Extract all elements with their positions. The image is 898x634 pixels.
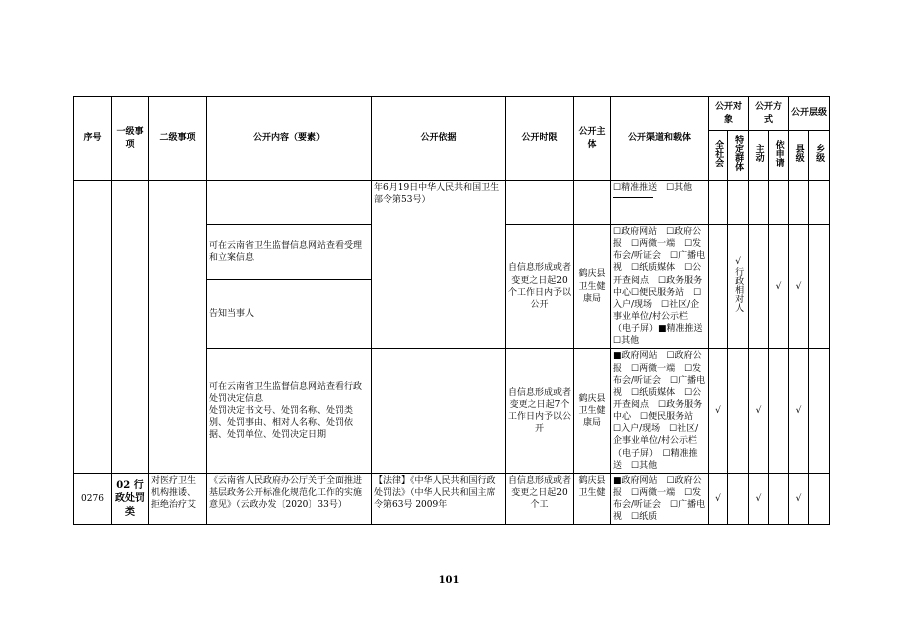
cell-subject-r4: 鹤庆县卫生健 xyxy=(574,473,611,525)
cell-channel-r12: ☐政府网站 ☐政府公报 ☐两微一端 ☐发布会/听证会 ☐广播电视 ☐纸质媒体 ☐公开查阅点 ☐政务服务中心☐便民服务站 ☐入户/现场 ☐社区/企事业单位/村公示栏（电子屏）■精准推送 ☐其他 xyxy=(611,225,709,349)
cell-content-cont xyxy=(207,181,372,225)
cell-empty xyxy=(809,225,830,349)
disclosure-table xyxy=(73,96,830,525)
table-row xyxy=(74,181,830,225)
header-level-township: 乡级 xyxy=(814,144,825,163)
cell-content-r1: 可在云南省卫生监督信息网站查看受理和立案信息 xyxy=(207,225,372,280)
header-level: 公开层级 xyxy=(789,97,830,131)
cell-empty xyxy=(728,181,749,225)
cell-time-r4: 自信息形成或者变更之日起20个工 xyxy=(506,473,574,525)
header-content: 公开内容（要素） xyxy=(207,97,372,181)
cell-channel-r4: ■政府网站 ☐政府公报 ☐两微一端 ☐发布会/听证会 ☐广播电视 ☐纸质 xyxy=(611,473,709,525)
cell-basis-r4: 【法律】《中华人民共和国行政处罚法》（中华人民共和国主席令第63号 2009年 xyxy=(372,473,506,525)
divider xyxy=(613,197,653,198)
header-seq: 序号 xyxy=(74,97,112,181)
cell-empty xyxy=(809,349,830,473)
cell-empty xyxy=(709,181,728,225)
cell-level1-cont xyxy=(112,181,149,474)
cell-level2-r4: 对医疗卫生机构推诿、拒绝治疗艾 xyxy=(149,473,207,525)
cell-time-r3: 自信息形成或者变更之日起7个工作日内予以公开 xyxy=(506,349,574,473)
header-method-apply: 依申请 xyxy=(773,139,784,167)
cell-level-county-r12: √ xyxy=(789,225,809,349)
cell-empty xyxy=(789,181,809,225)
cell-content-r2: 告知当事人 xyxy=(207,280,372,349)
table-row xyxy=(74,473,830,525)
cell-channel-r3: ■政府网站 ☐政府公报 ☐两微一端 ☐发布会/听证会 ☐广播电视 ☐纸质媒体 ☐公开查阅点 ☐政务服务中心 ☐便民服务站 ☐入户/现场 ☐社区/企事业单位/村公示栏（电子屏） ☐精准推送 ☐其他 xyxy=(611,349,709,473)
cell-level2-cont xyxy=(149,181,207,474)
cell-method-active-r3: √ xyxy=(749,349,769,473)
cell-empty xyxy=(809,181,830,225)
cell-subject-r3: 鹤庆县卫生健康局 xyxy=(574,349,611,473)
cell-level-county-r4: √ xyxy=(789,473,809,525)
cell-time-r12: 自信息形成或者变更之日起20个工作日内予以公开 xyxy=(506,225,574,349)
header-method: 公开方式 xyxy=(749,97,789,131)
cell-target-all-r3: √ xyxy=(709,349,728,473)
channel-text: ☐精准推送 ☐其他 xyxy=(613,183,693,193)
cell-empty xyxy=(728,473,749,525)
header-channel: 公开渠道和载体 xyxy=(611,97,709,181)
header-level-county: 县级 xyxy=(793,144,804,163)
cell-level-county-r3: √ xyxy=(789,349,809,473)
cell-seq-cont xyxy=(74,181,112,474)
header-target-specific: 特定群体 xyxy=(733,135,744,172)
cell-time-cont xyxy=(506,181,574,225)
cell-empty xyxy=(769,181,789,225)
cell-content-r4: 《云南省人民政府办公厅关于全面推进基层政务公开标准化规范化工作的实施意见》（云政办发〔2020〕33号） xyxy=(207,473,372,525)
cell-empty xyxy=(809,473,830,525)
cell-method-active-r4: √ xyxy=(749,473,769,525)
header-basis: 公开依据 xyxy=(372,97,506,181)
cell-target-specific-r12 xyxy=(728,225,749,349)
cell-subject-cont xyxy=(574,181,611,225)
cell-empty xyxy=(728,349,749,473)
cell-empty xyxy=(769,349,789,473)
cell-seq-r4: 0276 xyxy=(74,473,112,525)
table-header-row xyxy=(74,97,830,131)
cell-content-r3: 可在云南省卫生监督信息网站查看行政处罚决定信息 处罚决定书文号、处罚名称、处罚类别、处罚事由、相对人名称、处罚依据、处罚单位、处罚决定日期 xyxy=(207,349,372,473)
header-time-limit: 公开时限 xyxy=(506,97,574,181)
header-subject: 公开主体 xyxy=(574,97,611,181)
cell-level1-r4: 02 行政处罚类 xyxy=(112,473,149,525)
header-target: 公开对象 xyxy=(709,97,749,131)
cell-target-all-r4: √ xyxy=(709,473,728,525)
header-method-active: 主动 xyxy=(753,144,764,163)
cell-subject-r12: 鹤庆县卫生健康局 xyxy=(574,225,611,349)
cell-method-apply-r12: √ xyxy=(769,225,789,349)
cell-empty xyxy=(749,225,769,349)
target-specific-value: √行政相对人 xyxy=(733,257,744,313)
cell-empty xyxy=(769,473,789,525)
cell-basis-cont: 年6月19日中华人民共和国卫生部令第53号） xyxy=(372,181,506,349)
header-level2: 二级事项 xyxy=(149,97,207,181)
cell-empty xyxy=(749,181,769,225)
header-target-all: 全社会 xyxy=(713,139,724,167)
header-level1: 一级事项 xyxy=(112,97,149,181)
page-number: 101 xyxy=(438,575,460,586)
cell-empty xyxy=(372,349,506,473)
cell-channel-cont xyxy=(611,181,709,225)
